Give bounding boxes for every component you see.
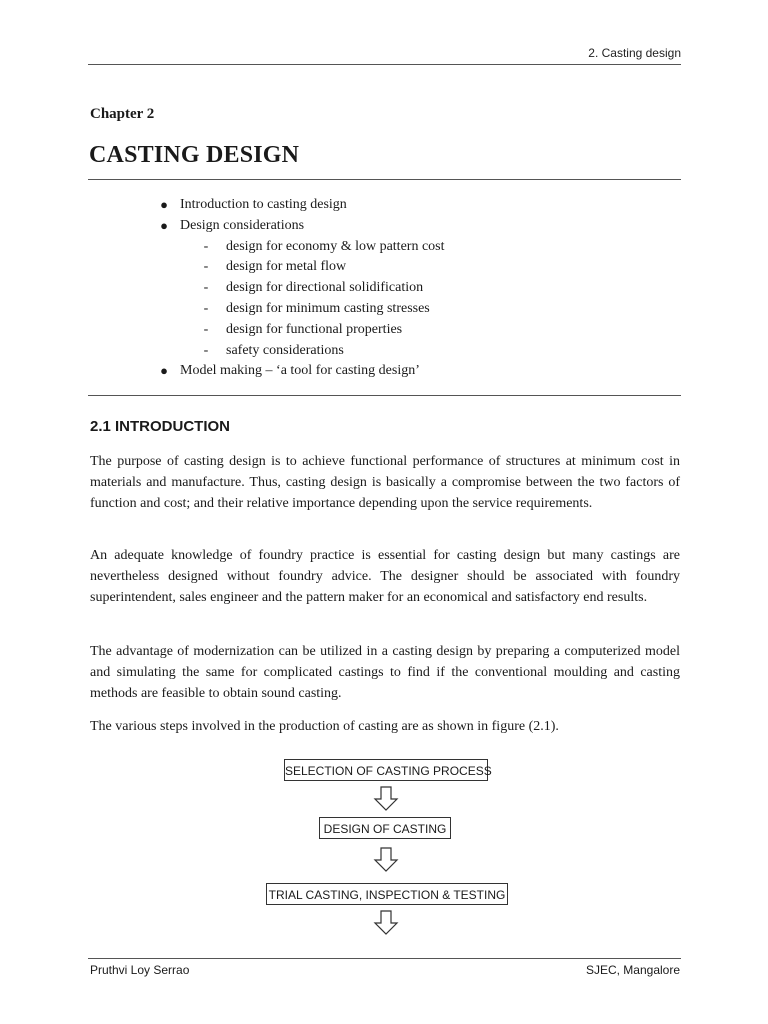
paragraph: The purpose of casting design is to achieve functional performance of structures at minimum cost in materials and manufacture. Thus, casting design is basically a compromise between the two factors of function and cost; and their relative importance depending upon the service requirements. xyxy=(90,454,680,511)
running-header: 2. Casting design xyxy=(588,46,681,60)
subtopic-text: design for minimum casting stresses xyxy=(226,300,430,316)
down-arrow-icon xyxy=(373,847,399,873)
header-rule xyxy=(88,64,681,65)
dash-icon: - xyxy=(203,342,209,358)
subtopic-text: design for functional properties xyxy=(226,321,403,337)
footer-author: Pruthvi Loy Serrao xyxy=(90,963,190,977)
chapter-title-rule xyxy=(88,179,681,180)
paragraph: An adequate knowledge of foundry practice is essential for casting design but many castings are nevertheless designed without foundry advice. The designer should be associated with foundry superintendent, sales engineer and the pattern maker for an economical and satisfactory end results. xyxy=(90,548,680,605)
topics-rule xyxy=(88,395,681,396)
flowchart-step: DESIGN OF CASTING xyxy=(319,817,451,839)
bullet-icon: ● xyxy=(160,217,168,233)
footer-institution: SJEC, Mangalore xyxy=(585,963,680,977)
down-arrow-icon xyxy=(373,910,399,936)
dash-icon: - xyxy=(203,280,209,296)
footer-rule xyxy=(88,958,681,959)
dash-icon: - xyxy=(203,238,209,254)
flowchart-step: TRIAL CASTING, INSPECTION & TESTING xyxy=(266,883,508,905)
topic-text: Design considerations xyxy=(180,217,305,233)
dash-icon: - xyxy=(203,321,209,337)
bullet-icon: ● xyxy=(160,363,168,379)
chapter-title: CASTING DESIGN xyxy=(89,142,300,168)
subtopic-text: design for directional solidification xyxy=(226,280,424,296)
subtopic-text: design for economy & low pattern cost xyxy=(226,238,445,254)
dash-icon: - xyxy=(203,300,209,316)
subtopic-text: safety considerations xyxy=(226,342,344,358)
flowchart-step: SELECTION OF CASTING PROCESS xyxy=(284,759,488,781)
chapter-label: Chapter 2 xyxy=(90,106,155,122)
paragraph: The advantage of modernization can be utilized in a casting design by preparing a computerized model and simulating the same for complicated castings to find if the conventional moulding and casting methods are feasible to obtain sound casting. xyxy=(90,644,680,701)
section-heading: 2.1 INTRODUCTION xyxy=(90,418,231,435)
topic-text: Model making – ‘a tool for casting design’ xyxy=(180,363,420,379)
subtopic-text: design for metal flow xyxy=(226,259,347,275)
topic-text: Introduction to casting design xyxy=(180,197,347,212)
down-arrow-icon xyxy=(373,786,399,812)
paragraph: The various steps involved in the production of casting are as shown in figure (2.1). xyxy=(90,719,559,734)
bullet-icon: ● xyxy=(160,197,168,212)
dash-icon: - xyxy=(203,259,209,275)
